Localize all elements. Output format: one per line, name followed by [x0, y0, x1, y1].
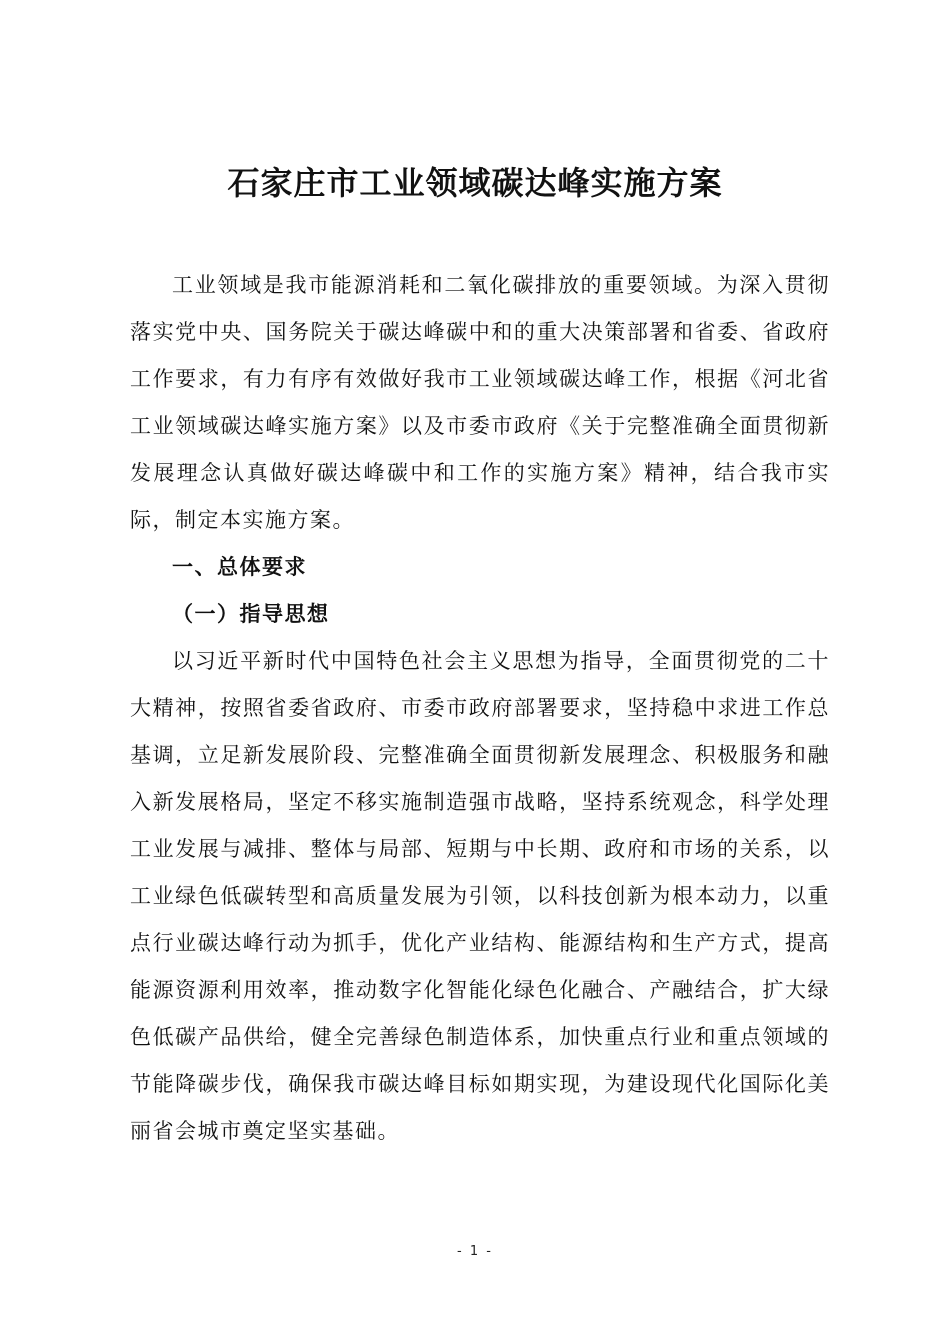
document-body	[130, 262, 830, 1155]
guiding-thought-paragraph: 以习近平新时代中国特色社会主义思想为指导，全面贯彻党的二十大精神，按照省委省政府、市委市政府部署要求，坚持稳中求进工作总基调，立足新发展阶段、完整准确全面贯彻新发展理念、积极服务和融入新发展格局，坚定不移实施制造强市战略，坚持系统观念，科学处理工业发展与减排、整体与局部、短期与中长期、政府和市场的关系，以工业绿色低碳转型和高质量发展为引领，以科技创新为根本动力，以重点行业碳达峰行动为抓手，优化产业结构、能源结构和生产方式，提高能源资源利用效率，推动数字化智能化绿色化融合、产融结合，扩大绿色低碳产品供给，健全完善绿色制造体系，加快重点行业和重点领域的节能降碳步伐，确保我市碳达峰目标如期实现，为建设现代化国际化美丽省会城市奠定坚实基础。	[130, 649, 830, 1143]
intro-paragraph: 工业领域是我市能源消耗和二氧化碳排放的重要领域。为深入贯彻落实党中央、国务院关于碳达峰碳中和的重大决策部署和省委、省政府工作要求，有力有序有效做好我市工业领域碳达峰工作，根据《河北省工业领域碳达峰实施方案》以及市委市政府《关于完整准确全面贯彻新发展理念认真做好碳达峰碳中和工作的实施方案》精神，结合我市实际，制定本实施方案。	[130, 273, 830, 532]
subsection-heading-guiding-thought: （一）指导思想	[172, 602, 330, 626]
section-heading-general-requirements: 一、总体要求	[172, 555, 307, 579]
document-title: 石家庄市工业领域碳达峰实施方案	[227, 164, 723, 202]
page-number: - 1 -	[457, 1244, 493, 1259]
